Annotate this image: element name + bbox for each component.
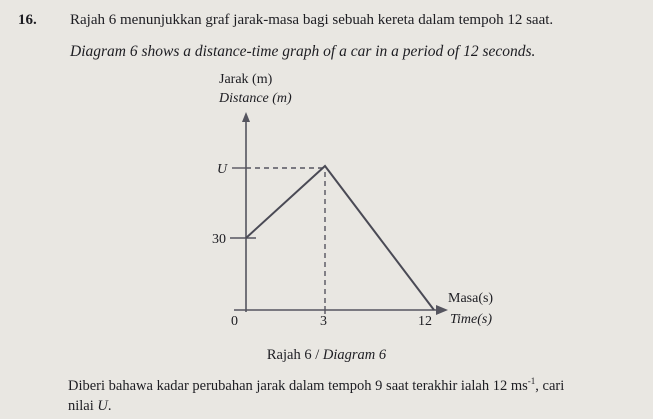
task-variable-u: U [97,398,108,414]
question-number: 16. [18,12,37,28]
unit-exponent: -1 [527,376,536,386]
y-tick-label-u: U [217,162,228,177]
x-tick-label-12: 12 [418,314,432,329]
task-text-line2 [68,398,112,415]
x-axis-label-malay: Masa(s) [448,291,494,306]
y-axis-arrow [242,112,250,122]
x-tick-label-0: 0 [231,314,238,329]
x-axis-label-english: Time(s) [450,312,492,327]
figure-caption-english: Diagram 6 [322,347,387,363]
figure-caption [0,347,653,364]
question-text-malay: Rajah 6 menunjukkan graf jarak-masa bagi sebuah kereta dalam tempoh 12 saat. [70,12,554,28]
task-text-line1 [68,376,564,395]
distance-time-line [246,166,434,310]
task-text-prefix: nilai [68,398,98,414]
y-tick-label-30: 30 [212,232,226,247]
x-tick-label-3: 3 [320,314,327,329]
task-text-main: Diberi bahawa kadar perubahan jarak dalam tempoh 9 saat terakhir ialah 12 ms [68,377,528,394]
task-text-suffix: . [107,398,112,414]
figure-caption-malay: Rajah 6 / [266,347,323,363]
x-axis-arrow [436,305,448,315]
y-axis-label-malay: Jarak (m) [219,72,273,87]
y-axis-label-english: Distance (m) [219,91,292,106]
question-text-english: Diagram 6 shows a distance-time graph of a car in a period of 12 seconds. [70,43,536,60]
task-text-end: , cari [535,377,565,394]
